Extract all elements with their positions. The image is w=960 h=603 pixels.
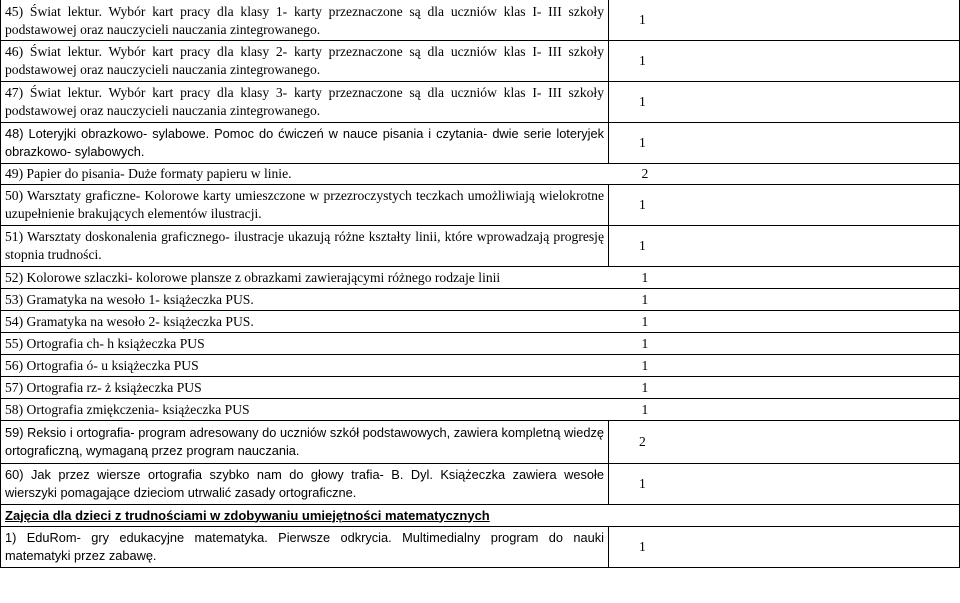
item-quantity: 1 [609,527,960,568]
item-description: 59) Reksio i ortografia- program adresowany do uczniów szkół podstawowych, zawiera kompletną wiedzę ortograficzną, wymaganą przez program nauczania. [1,421,609,464]
item-quantity: 1 [609,185,960,226]
item-quantity: 1 [641,269,649,285]
table-row [1,464,960,505]
table-row [1,355,960,377]
item-description [1,311,960,333]
item-description: 1) EduRom- gry edukacyjne matematyka. Pierwsze odkrycia. Multimedialny program do nauki matematyki przez zabawę. [1,527,609,568]
item-description: 48) Loteryjki obrazkowo- sylabowe. Pomoc do ćwiczeń w nauce pisania i czytania- dwie serie loteryjek obrazkowo- sylabowych. [1,123,609,164]
table-row [1,82,960,123]
item-description [1,267,960,289]
item-description: 50) Warsztaty graficzne- Kolorowe karty umieszczone w przezroczystych teczkach umożliwiają wielokrotne uzupełnienie brakujących elementów ilustracji. [1,185,609,226]
item-quantity: 1 [609,82,960,123]
item-description-text: 54) Gramatyka na wesoło 2- książeczka PUS. [5,313,254,329]
item-description-text: 58) Ortografia zmiękczenia- książeczka PUS [5,401,250,417]
item-description [1,377,960,399]
table-row [1,289,960,311]
item-description [1,164,960,185]
table-row [1,123,960,164]
item-quantity: 1 [641,401,649,417]
item-quantity: 1 [609,41,960,82]
item-quantity: 1 [609,226,960,267]
item-description-text: 56) Ortografia ó- u książeczka PUS [5,357,199,373]
item-quantity: 2 [641,166,649,181]
item-quantity: 1 [641,379,649,395]
item-quantity: 1 [641,335,649,351]
item-quantity: 1 [641,313,649,329]
item-description [1,333,960,355]
item-description [1,289,960,311]
table-row [1,377,960,399]
item-description: 60) Jak przez wiersze ortografia szybko nam do głowy trafia- B. Dyl. Książeczka zawiera wesołe wierszyki pomagające dzieciom utrwalić zasady ortograficzne. [1,464,609,505]
table-row [1,164,960,185]
item-description: 46) Świat lektur. Wybór kart pracy dla klasy 2- karty przeznaczone są dla uczniów klas I- III szkoły podstawowej oraz nauczycieli nauczania zintegrowanego. [1,41,609,82]
item-description: 47) Świat lektur. Wybór kart pracy dla klasy 3- karty przeznaczone są dla uczniów klas I- III szkoły podstawowej oraz nauczycieli nauczania zintegrowanego. [1,82,609,123]
item-description: 51) Warsztaty doskonalenia graficznego- ilustracje ukazują różne kształty linii, które wprowadzają progresję stopnia trudności. [1,226,609,267]
item-quantity: 1 [641,291,649,307]
table-row [1,399,960,421]
table-row [1,226,960,267]
table-row [1,421,960,464]
section-heading-text: Zajęcia dla dzieci z trudnościami w zdobywaniu umiejętności matematycznych [5,507,490,523]
item-description: 45) Świat lektur. Wybór kart pracy dla klasy 1- karty przeznaczone są dla uczniów klas I- III szkoły podstawowej oraz nauczycieli nauczania zintegrowanego. [1,0,609,41]
table-row [1,267,960,289]
item-description-text: 52) Kolorowe szlaczki- kolorowe plansze z obrazkami zawierającymi różnego rodzaje linii [5,269,501,285]
item-quantity: 1 [609,123,960,164]
item-quantity: 2 [609,421,960,464]
item-description [1,399,960,421]
table-row [1,0,960,41]
table-row [1,41,960,82]
table-row [1,311,960,333]
table-row [1,333,960,355]
item-description [1,355,960,377]
item-quantity: 1 [609,464,960,505]
item-description-text: 53) Gramatyka na wesoło 1- książeczka PUS. [5,291,254,307]
section-heading [1,505,960,527]
item-description-text: 49) Papier do pisania- Duże formaty papieru w linie. [5,166,292,181]
table-row [1,505,960,527]
item-quantity: 1 [609,0,960,41]
item-description-text: 55) Ortografia ch- h książeczka PUS [5,335,205,351]
table-row [1,527,960,568]
item-description-text: 57) Ortografia rz- ż książeczka PUS [5,379,202,395]
table-row [1,185,960,226]
item-quantity: 1 [641,357,649,373]
